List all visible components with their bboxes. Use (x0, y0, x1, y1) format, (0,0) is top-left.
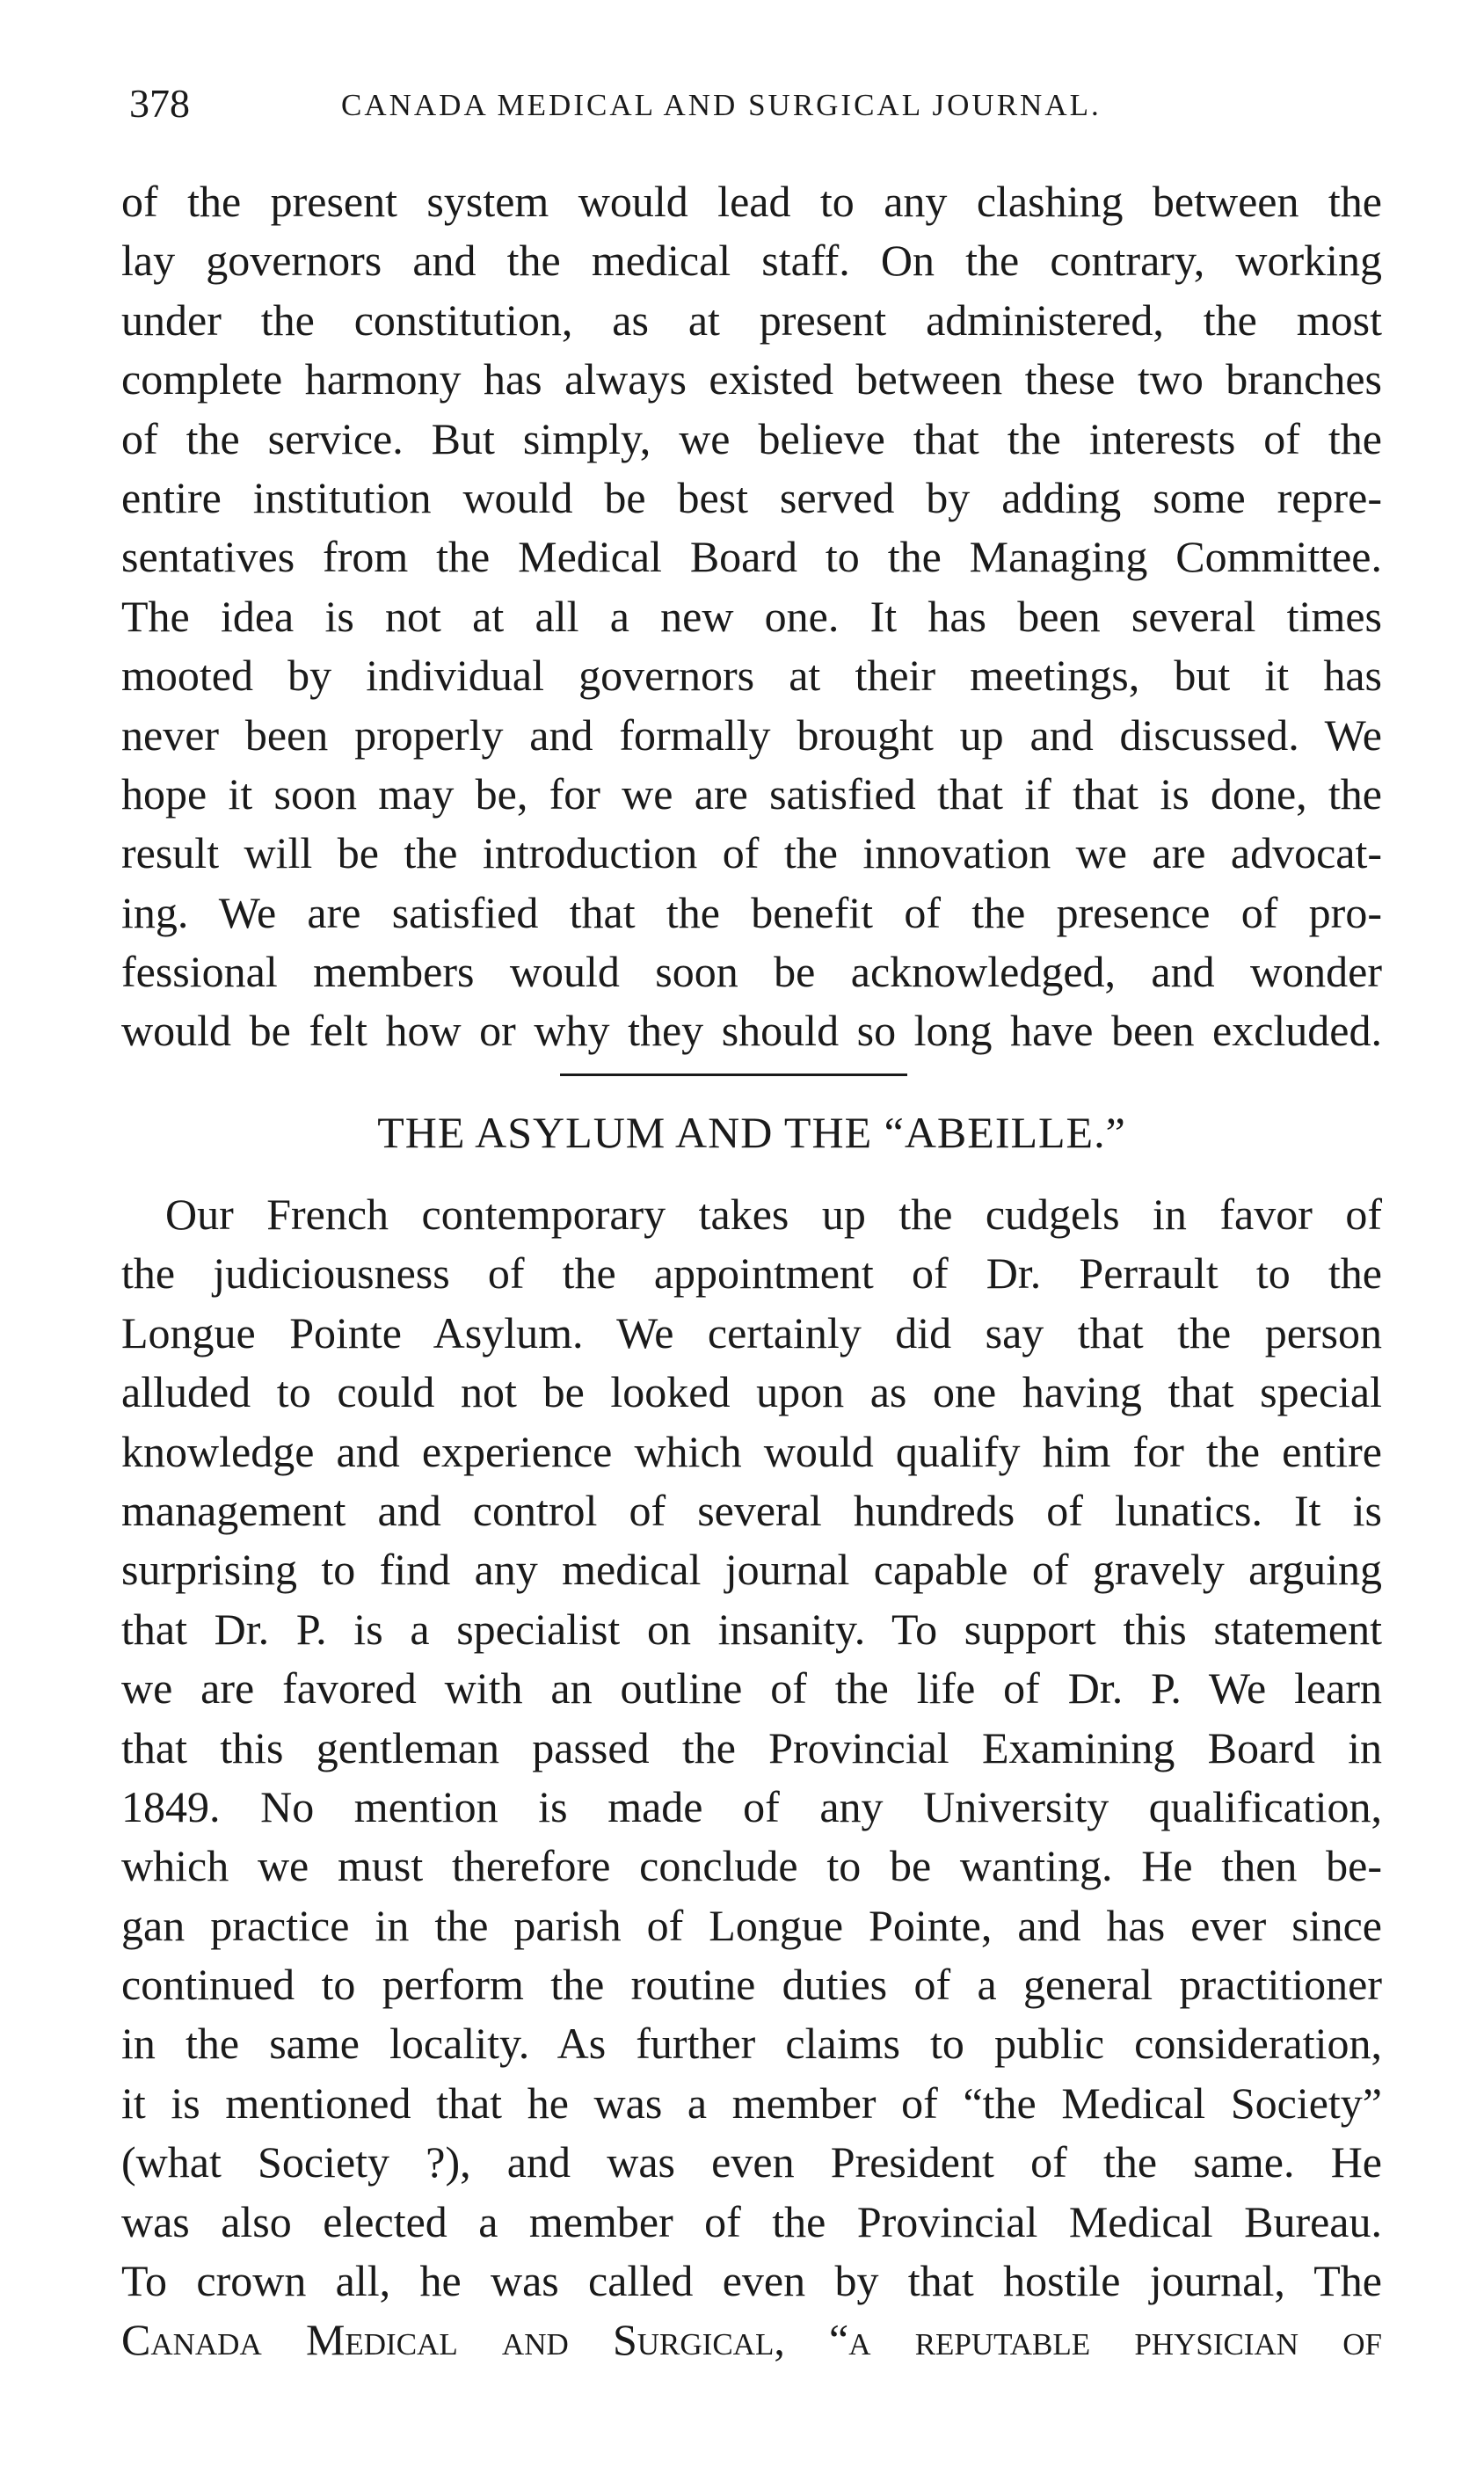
text-line: hope it soon may be, for we are satisfied that if that is done, the (121, 768, 1382, 819)
text-line: in the same locality. As further claims to public consideration, (121, 2019, 1382, 2069)
text-line: (what Society ?), and was even President of the same. He (121, 2137, 1382, 2187)
text-line: sentatives from the Medical Board to the Managing Committee. (121, 532, 1382, 582)
text-line: of the present system would lead to any clashing between the (121, 177, 1382, 226)
text-line: The idea is not at all a new one. It has been several times (121, 591, 1382, 641)
text-line: Our French contemporary takes up the cudgels in favor of (165, 1190, 1382, 1239)
text-line: alluded to could not be looked upon as one having that special (121, 1367, 1382, 1417)
text-line: of the service. But simply, we believe that the interests of the (121, 413, 1382, 463)
text-line: under the constitution, as at present administered, the most (121, 295, 1382, 345)
text-line: To crown all, he was called even by that hostile journal, The (121, 2256, 1382, 2306)
text-line: that Dr. P. is a specialist on insanity. To support this statement (121, 1604, 1382, 1654)
text-line: never been properly and formally brought up and discussed. We (121, 710, 1382, 760)
text-line: it is mentioned that he was a member of “the Medical Society” (121, 2078, 1382, 2128)
text-line: knowledge and experience which would qualify him for the entire (121, 1426, 1382, 1476)
text-line: lay governors and the medical staff. On the contrary, working (121, 236, 1382, 286)
text-line: 1849. No mention is made of any University qualification, (121, 1781, 1382, 1831)
text-line: fessional members would soon be acknowledged, and wonder (121, 947, 1382, 997)
journal-title: CANADA MEDICAL AND SURGICAL JOURNAL. (341, 88, 1102, 122)
running-head (129, 77, 1360, 130)
text-line: that this gentleman passed the Provincial Examining Board in (121, 1722, 1382, 1772)
text-line: which we must therefore conclude to be wanting. He then be- (121, 1841, 1382, 1891)
text-line: we are favored with an outline of the life of Dr. P. We learn (121, 1663, 1382, 1714)
text-line: would be felt how or why they should so long have been excluded. (121, 1006, 1382, 1056)
section-paragraph (121, 1185, 1382, 2370)
text-line: gan practice in the parish of Longue Pointe, and has ever since (121, 1900, 1382, 1950)
text-line: surprising to find any medical journal capable of gravely arguing (121, 1545, 1382, 1595)
section-divider (560, 1073, 907, 1076)
text-line: Canada Medical and Surgical, “a reputable physician of (121, 2315, 1382, 2365)
text-line: Longue Pointe Asylum. We certainly did say that the person (121, 1307, 1382, 1357)
text-line: mooted by individual governors at their meetings, but it has (121, 651, 1382, 701)
section-heading: THE ASYLUM AND THE “ABEILLE.” (377, 1108, 1126, 1157)
text-line: was also elected a member of the Provincial Medical Bureau. (121, 2196, 1382, 2246)
text-line: the judiciousness of the appointment of Dr. Perrault to the (121, 1248, 1382, 1299)
text-line: management and control of several hundreds of lunatics. It is (121, 1485, 1382, 1535)
text-line: complete harmony has always existed between these two branches (121, 354, 1382, 404)
text-line: ing. We are satisfied that the benefit of the presence of pro- (121, 887, 1382, 937)
text-line: result will be the introduction of the innovation we are advocat- (121, 828, 1382, 878)
page-number: 378 (129, 81, 190, 126)
continued-paragraph (121, 172, 1382, 1061)
text-line: entire institution would be best served by adding some repre- (121, 472, 1382, 522)
text-line: continued to perform the routine duties of a general practitioner (121, 1960, 1382, 2010)
